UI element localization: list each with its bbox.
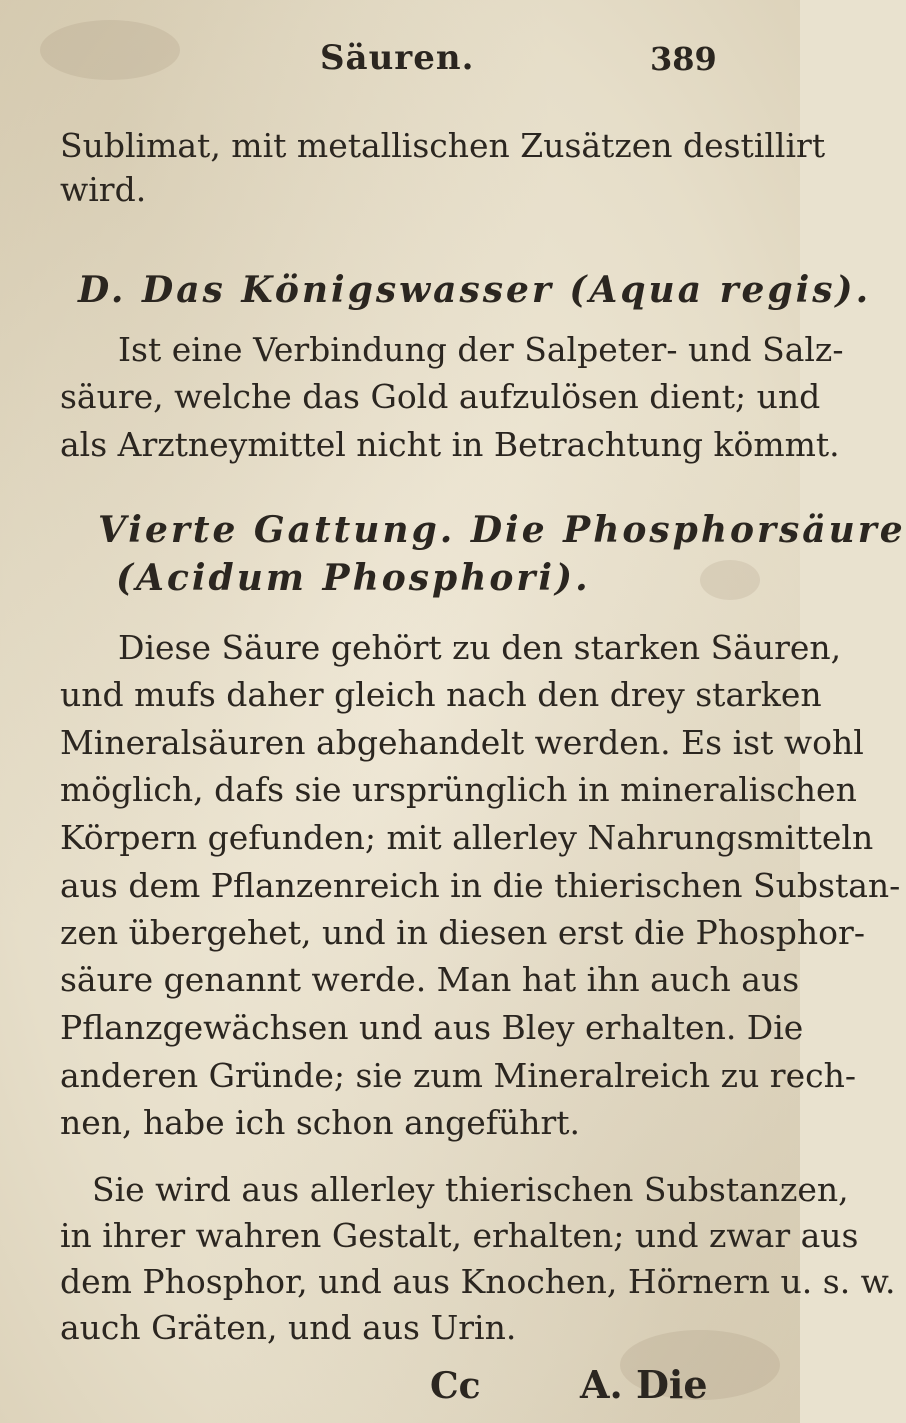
text-line: Pflanzgewächsen und aus Bley erhalten. Die [60, 1008, 804, 1047]
text-line: nen, habe ich schon angeführt. [60, 1103, 580, 1142]
page-number: 389 [650, 40, 717, 78]
paper-stain [700, 560, 760, 600]
text-line: Mineralsäuren abgehandelt werden. Es ist wohl [60, 723, 864, 762]
text-line: säure genannt werde. Man hat ihn auch aus [60, 960, 800, 999]
text-line: Diese Säure gehört zu den starken Säuren, [118, 628, 842, 667]
text-line: Körpern gefunden; mit allerley Nahrungsmitteln [60, 818, 874, 857]
page-header [0, 38, 800, 98]
text-line: als Arztneymittel nicht in Betrachtung kömmt. [60, 425, 840, 464]
text-line: Ist eine Verbindung der Salpeter- und Salz- [118, 330, 844, 369]
text-line: wird. [60, 170, 147, 209]
text-line: und mufs daher gleich nach den drey starken [60, 675, 822, 714]
signature-mark: Cc [430, 1365, 481, 1407]
catchword: A. Die [580, 1362, 708, 1407]
text-line: zen übergehet, und in diesen erst die Phosphor- [60, 913, 865, 952]
text-line: dem Phosphor, und aus Knochen, Hörnern u. s. w. [60, 1262, 896, 1301]
text-line: möglich, dafs sie ursprünglich in mineralischen [60, 770, 857, 809]
text-line: aus dem Pflanzenreich in die thierischen Substan- [60, 866, 901, 905]
text-line: in ihrer wahren Gestalt, erhalten; und zwar aus [60, 1216, 859, 1255]
text-line: anderen Gründe; sie zum Mineralreich zu rech- [60, 1056, 856, 1095]
text-line: säure, welche das Gold aufzulösen dient; und [60, 377, 821, 416]
section-heading-vierte-gattung: Vierte Gattung. Die Phosphorsäure [98, 509, 906, 551]
section-subheading: (Acidum Phosphori). [116, 557, 591, 599]
text-line: Sublimat, mit metallischen Zusätzen destillirt [60, 126, 826, 165]
running-title: Säuren. [320, 38, 475, 78]
section-heading-d: D. Das Königswasser (Aqua regis). [78, 269, 872, 311]
text-line: auch Gräten, und aus Urin. [60, 1308, 517, 1347]
text-line: Sie wird aus allerley thierischen Substanzen, [92, 1170, 849, 1209]
